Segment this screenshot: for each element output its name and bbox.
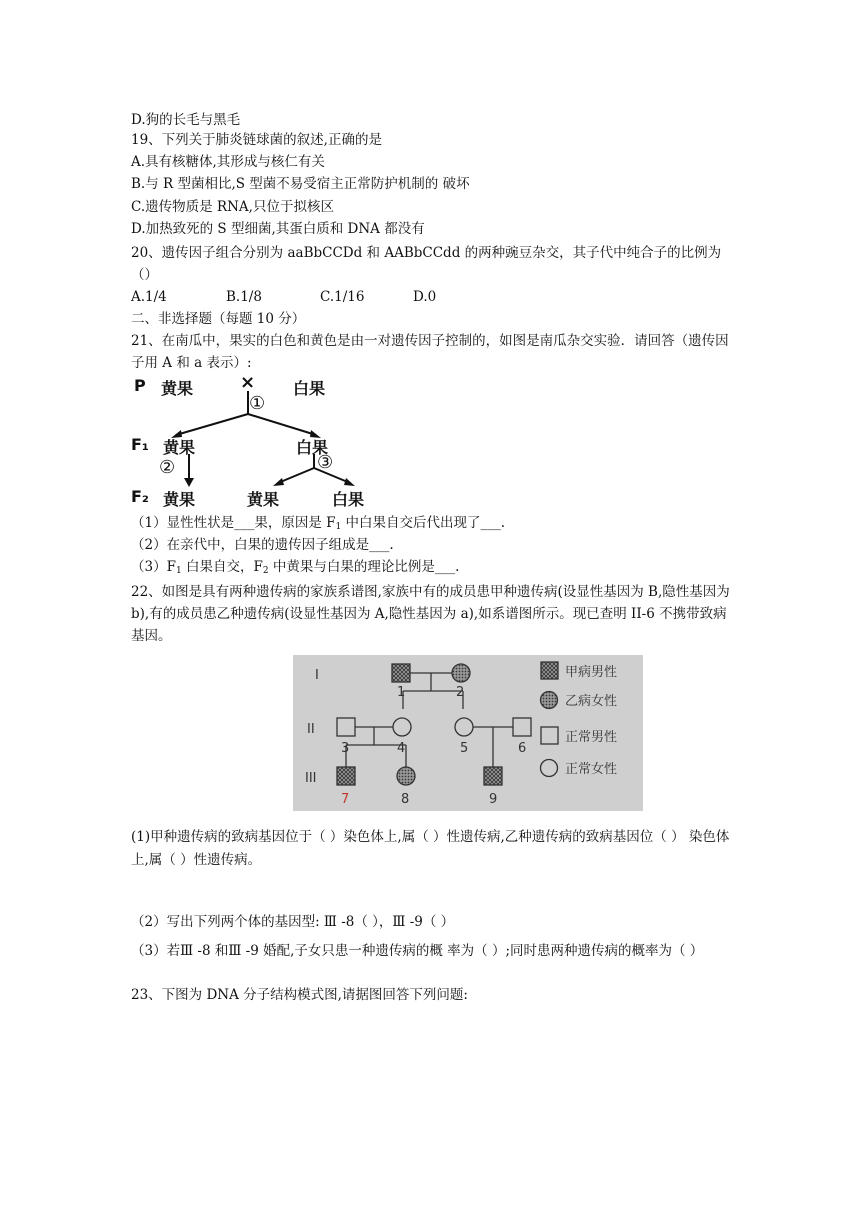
cross-p-white: 白果: [293, 379, 326, 398]
pedigree-number-7: 7: [341, 792, 350, 807]
q23-stem: 23、下图为 DNA 分子结构模式图,请据图回答下列问题:: [131, 987, 468, 1003]
cross-f2-yellow-2: 黄果: [247, 490, 280, 509]
cross-f1-white: 白果: [296, 438, 329, 457]
q19-stem: 19、下列关于肺炎链球菌的叙述,正确的是: [131, 132, 382, 148]
cross-f2-label: F₂: [131, 487, 149, 506]
cross-step-1: ①: [249, 393, 266, 414]
pedigree-number-9: 9: [489, 792, 498, 807]
pedigree-4-normal-female: [393, 718, 411, 736]
pedigree-8-affected-female: [397, 767, 415, 785]
cross-f1-yellow: 黄果: [163, 438, 196, 457]
q22-part-1: (1)甲种遗传病的致病基因位于（ ）染色体上,属（ ）性遗传病,乙种遗传病的致病基因位（ ） 染色体上,属（ ）性遗传病。: [131, 829, 730, 868]
q19-option-b: B.与 R 型菌相比,S 型菌不易受宿主正常防护机制的 破坏: [131, 176, 470, 192]
pedigree-number-8: 8: [401, 792, 410, 807]
q20-stem: 20、遗传因子组合分别为 aaBbCCDd 和 AABbCCdd 的两种豌豆杂交，其子代中纯合子的比例为（）: [131, 245, 722, 283]
legend-normal-female-symbol: [541, 760, 558, 777]
cross-diagram: [131, 372, 401, 509]
q20-option-c: C.1/16: [320, 289, 365, 305]
legend-affected-male-symbol: [541, 662, 558, 679]
legend-affected-female-symbol: [541, 692, 558, 709]
cross-f2-yellow-1: 黄果: [163, 490, 196, 509]
q20-options: [131, 287, 436, 307]
cross-p-yellow: 黄果: [161, 379, 194, 398]
pedigree-2-affected-female: [452, 664, 470, 682]
q19-option-a: A.具有核糖体,其形成与核仁有关: [131, 154, 325, 170]
pedigree-chart: [293, 655, 643, 811]
legend-label-normal-female: 正常女性: [565, 762, 618, 777]
pedigree-3-normal-male: [337, 718, 355, 736]
cross-f2-white: 白果: [332, 490, 365, 509]
q22-part-2: （2）写出下列两个体的基因型: Ⅲ -8（ ），Ⅲ -9（ ）: [131, 914, 455, 930]
generation-2-label: II: [307, 722, 315, 737]
q21-stem: 21、在南瓜中，果实的白色和黄色是由一对遗传因子控制的，如图是南瓜杂交实验．请回答（遗传因子用 A 和 a 表示）:: [131, 333, 729, 371]
legend-normal-male-symbol: [541, 727, 558, 744]
cross-sign: ×: [240, 372, 256, 393]
pedigree-1-affected-male: [392, 664, 410, 682]
cross-step-2: ②: [159, 457, 176, 478]
cross-step-3: ③: [317, 452, 334, 473]
q19-option-d: D.加热致死的 S 型细菌,其蛋白质和 DNA 都没有: [131, 221, 425, 237]
q21-part-2: （2）在亲代中，白果的遗传因子组成是___.: [131, 537, 394, 553]
pedigree-number-4: 4: [397, 741, 406, 756]
q22-stem: 22、如图是具有两种遗传病的家族系谱图,家族中有的成员患甲种遗传病(设显性基因为 B,隐性基因为 b),有的成员患乙种遗传病(设显性基因为 A,隐性基因为 a),如系谱图所示。现已查明 II-6 不携带致病基因。: [131, 584, 730, 644]
pedigree-number-3: 3: [341, 741, 350, 756]
q22-part-3: （3）若Ⅲ -8 和Ⅲ -9 婚配,子女只患一种遗传病的概 率为（ ）;同时患两种遗传病的概率为（ ）: [131, 943, 704, 959]
pedigree-7-affected-male: [337, 767, 355, 785]
pedigree-9-affected-male: [484, 767, 502, 785]
generation-1-label: I: [315, 668, 319, 683]
pedigree-number-6: 6: [518, 741, 527, 756]
q19-option-c: C.遗传物质是 RNA,只位于拟核区: [131, 199, 334, 215]
q20-option-a: A.1/4: [131, 289, 167, 305]
generation-3-label: III: [305, 771, 317, 786]
pedigree-number-2: 2: [456, 685, 465, 700]
section-heading: 二、非选择题（每题 10 分）: [131, 311, 306, 327]
q21-part-3: $(3)F_1$ 白果自交，$F_2$ 中黄果与白果的理论比例是___.: [131, 559, 460, 576]
q18-option-d: D.狗的长毛与黑毛: [131, 112, 241, 128]
cross-p-label: P: [134, 376, 146, 395]
cross-f1-label: F₁: [131, 435, 149, 454]
pedigree-number-1: 1: [397, 685, 406, 700]
legend-label-affected-female: 乙病女性: [565, 694, 618, 709]
pedigree-6-normal-male: [513, 718, 531, 736]
q21-part-1: （1）显性性状是___果，原因是 $F_1$ 中白果自交后代出现了___.: [131, 515, 506, 532]
pedigree-number-5: 5: [460, 741, 469, 756]
q20-option-b: B.1/8: [226, 289, 262, 305]
pedigree-5-normal-female: [455, 718, 473, 736]
q20-option-d: D.0: [413, 289, 437, 305]
legend-label-affected-male: 甲病男性: [565, 665, 618, 680]
legend-label-normal-male: 正常男性: [565, 730, 618, 745]
